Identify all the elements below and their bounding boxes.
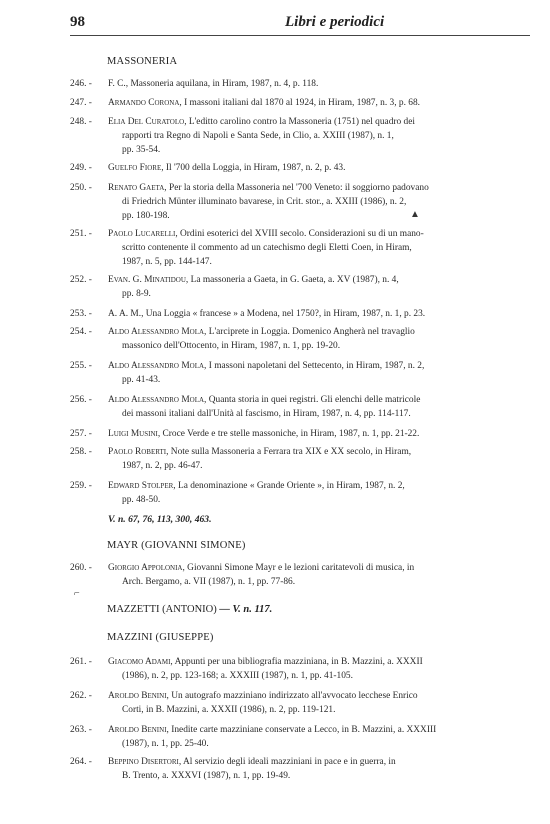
mazzetti-reference: — V. n. 117. [219, 604, 273, 615]
entry-author: F. C., [108, 79, 129, 89]
entry-number: 259. - [70, 481, 92, 491]
entry-citation: Al servizio degli ideali mazziniani in pace e in guerra, in [181, 757, 396, 767]
entry-author: Armando Corona, [108, 98, 182, 108]
entry-author: Edward Stolper, [108, 481, 176, 491]
entry-author: Renato Gaeta, [108, 183, 167, 193]
entry-author: Aldo Alessandro Mola, [108, 327, 207, 337]
entry-citation-cont: 1987, n. 2, pp. 46-47. [122, 460, 203, 471]
entry-number: 257. - [70, 429, 92, 439]
entry-248 [70, 116, 526, 157]
page-number: 98 [70, 14, 85, 30]
entry-author: Luigi Musini, [108, 429, 161, 439]
entry-247 [70, 97, 526, 111]
entry-citation-cont: dei massoni italiani dall'Unità al fascismo, in Hiram, 1987, n. 4, pp. 114-117. [122, 408, 411, 419]
entry-255 [70, 360, 526, 388]
section-heading-mazzetti [107, 604, 272, 615]
entry-author: Giorgio Appolonia, [108, 563, 185, 573]
entry-author: Beppino Disertori, [108, 757, 182, 767]
entry-250 [70, 182, 526, 223]
entry-number: 252. - [70, 275, 92, 285]
entry-author: Elia Del Curatolo, [108, 117, 187, 127]
entry-citation-cont: Corti, in B. Mazzini, a. XXXII (1986), n. 2, pp. 119-121. [122, 704, 336, 715]
entry-citation-cont: pp. 35-54. [122, 144, 161, 155]
ink-mark-icon: ▲ [410, 209, 420, 220]
entry-number: 262. - [70, 691, 92, 701]
entry-number: 263. - [70, 725, 92, 735]
entry-citation-cont: pp. 8-9. [122, 288, 151, 299]
entry-citation: L'editto carolino contro la Massoneria (1751) nel quadro dei [186, 117, 415, 127]
entry-citation: Appunti per una bibliografia mazziniana, in B. Mazzini, a. XXXII [172, 657, 423, 667]
entry-citation-cont: (1986), n. 2, pp. 123-168; a. XXXIII (1987), n. 1, pp. 41-105. [122, 670, 353, 681]
entry-249 [70, 162, 526, 176]
entry-number: 253. - [70, 309, 92, 319]
mazzetti-label: MAZZETTI (ANTONIO) [107, 604, 217, 615]
entry-number: 261. - [70, 657, 92, 667]
entry-citation: La massoneria a Gaeta, in G. Gaeta, a. XV (1987), n. 4, [188, 275, 399, 285]
entry-number: 248. - [70, 117, 92, 127]
entry-citation: I massoni italiani dal 1870 al 1924, in Hiram, 1987, n. 3, p. 68. [181, 98, 420, 108]
entry-citation: La denominazione « Grande Oriente », in Hiram, 1987, n. 2, [175, 481, 405, 491]
entry-citation: Per la storia della Massoneria nel '700 Veneto: il soggiorno padovano [166, 183, 429, 193]
entry-number: 256. - [70, 395, 92, 405]
entry-number: 249. - [70, 163, 92, 173]
entry-254 [70, 326, 526, 354]
entry-264 [70, 756, 526, 784]
entry-author: Aldo Alessandro Mola, [108, 361, 207, 371]
entry-author: Aroldo Benini, [108, 725, 169, 735]
running-title: Libri e periodici [285, 14, 385, 30]
entry-253 [70, 308, 526, 322]
entry-number: 247. - [70, 98, 92, 108]
entry-252 [70, 274, 526, 302]
entry-citation-cont: massonico dell'Ottocento, in Hiram, 1987, n. 1, pp. 19-20. [122, 340, 341, 351]
entry-author: Paolo Lucarelli, [108, 229, 178, 239]
section-heading-massoneria: MASSONERIA [107, 56, 178, 67]
entry-number: 250. - [70, 183, 92, 193]
entry-257 [70, 428, 526, 442]
entry-citation-cont: (1987), n. 1, pp. 25-40. [122, 738, 209, 749]
entry-citation: Quanta storia in quei registri. Gli elenchi delle matricole [206, 395, 421, 405]
entry-citation-cont: scritto contenente il commento ad un catechismo degli Eletti Coen, in Hiram, [122, 242, 412, 253]
entry-citation: Croce Verde e tre stelle massoniche, in Hiram, 1987, n. 1, pp. 21-22. [160, 429, 420, 439]
header-rule [70, 35, 530, 36]
entry-number: 264. - [70, 757, 92, 767]
entry-citation: Inedite carte mazziniane conservate a Lecco, in B. Mazzini, a. XXXIII [168, 725, 437, 735]
entry-number: 260. - [70, 563, 92, 573]
entry-citation: Il '700 della Loggia, in Hiram, 1987, n. 2, p. 43. [163, 163, 346, 173]
entry-citation: I massoni napoletani del Settecento, in Hiram, 1987, n. 2, [206, 361, 425, 371]
entry-author: Paolo Roberti, [108, 447, 169, 457]
entry-number: 258. - [70, 447, 92, 457]
entry-author: Aroldo Benini, [108, 691, 169, 701]
entry-citation: Un autografo mazziniano indirizzato all'avvocato lecchese Enrico [168, 691, 418, 701]
section-heading-mayr: MAYR (GIOVANNI SIMONE) [107, 540, 246, 551]
entry-author: A. A. M., [108, 309, 144, 319]
page-header [70, 14, 530, 36]
entry-258 [70, 446, 526, 474]
entry-author: Guelfo Fiore, [108, 163, 164, 173]
entry-author: Aldo Alessandro Mola, [108, 395, 207, 405]
margin-mark-icon: ⌐ [74, 588, 80, 599]
entry-260 [70, 562, 526, 590]
entry-author: Evan. G. Minatidou, [108, 275, 189, 285]
entry-261 [70, 656, 526, 684]
entry-256 [70, 394, 526, 422]
section-heading-mazzini: MAZZINI (GIUSEPPE) [107, 632, 214, 643]
entry-citation-cont: pp. 48-50. [122, 494, 161, 505]
entry-263 [70, 724, 526, 752]
entry-citation: Massoneria aquilana, in Hiram, 1987, n. 4, p. 118. [128, 79, 319, 89]
entry-246 [70, 78, 526, 92]
entry-citation: L'arciprete in Loggia. Domenico Angherà nel travaglio [206, 327, 415, 337]
entry-citation-cont: Arch. Bergamo, a. VII (1987), n. 1, pp. 77-86. [122, 576, 296, 587]
entry-author: Giacomo Adami, [108, 657, 173, 667]
entry-number: 251. - [70, 229, 92, 239]
entry-citation-cont: di Friedrich Münter illuminato bavarese, in Crit. stor., a. XXIII (1986), n. 2, [122, 196, 407, 207]
entry-number: 254. - [70, 327, 92, 337]
entry-citation-cont: pp. 41-43. [122, 374, 161, 385]
entry-citation-cont: pp. 180-198. [122, 210, 170, 221]
entry-citation-cont: rapporti tra Regno di Napoli e Santa Sede, in Clio, a. XXIII (1987), n. 1, [122, 130, 394, 141]
entry-citation-cont: B. Trento, a. XXXVI (1987), n. 1, pp. 19-49. [122, 770, 291, 781]
entry-259 [70, 480, 526, 508]
entry-citation: Una Loggia « francese » a Modena, nel 1750?, in Hiram, 1987, n. 1, p. 23. [143, 309, 426, 319]
entry-citation: Giovanni Simone Mayr e le lezioni caritatevoli di musica, in [184, 563, 415, 573]
entry-citation: Ordini esoterici del XVIII secolo. Considerazioni su di un mano- [177, 229, 424, 239]
entry-number: 255. - [70, 361, 92, 371]
entry-262 [70, 690, 526, 718]
entry-251 [70, 228, 526, 269]
entry-citation: Note sulla Massoneria a Ferrara tra XIX e XX secolo, in Hiram, [168, 447, 412, 457]
entry-citation-cont: 1987, n. 5, pp. 144-147. [122, 256, 212, 267]
entry-number: 246. - [70, 79, 92, 89]
see-also-list: V. n. 67, 76, 113, 300, 463. [108, 514, 212, 525]
